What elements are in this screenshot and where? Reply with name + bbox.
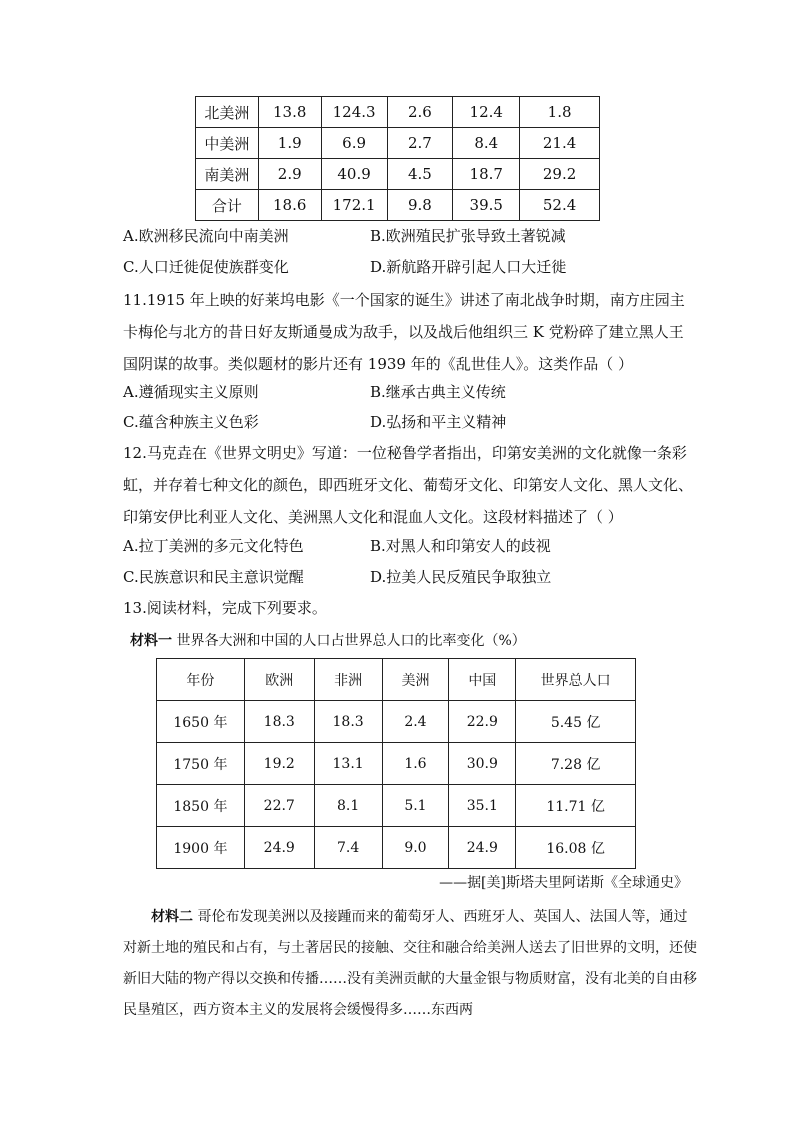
q12-question: 12.马克垚在《世界文明史》写道：一位秘鲁学者指出，印第安美洲的文化就像一条彩虹，并存着七种文化的颜色，即西班牙文化、葡萄牙文化、印第安人文化、黑人文化、印第安伊比利亚人文化、美洲黑人文化和混血人文化。这段材料描述了（ ） — [123, 444, 694, 526]
row-label-cell: 南美洲 — [196, 159, 259, 190]
q10-option-a[interactable]: A.欧洲移民流向中南美洲 — [123, 227, 289, 245]
q10-option-c[interactable]: C.人口迁徙促使族群变化 — [123, 258, 289, 276]
table-cell: 35.1 — [449, 785, 516, 827]
q12-option-c[interactable]: C.民族意识和民主意识觉醒 — [123, 568, 304, 586]
table-cell: 9.0 — [382, 827, 449, 869]
year-cell: 1750 年 — [157, 743, 245, 785]
row-label-cell: 合计 — [196, 190, 259, 221]
q11-option-a[interactable]: A.遵循现实主义原则 — [123, 383, 259, 401]
table-cell: 2.9 — [258, 159, 321, 190]
q11-option-d[interactable]: D.弘扬和平主义精神 — [370, 413, 507, 431]
table-cell: 52.4 — [520, 190, 600, 221]
table-row — [157, 827, 636, 869]
q10-option-b[interactable]: B.欧洲殖民扩张导致土著锐减 — [370, 227, 566, 245]
table-cell: 11.71 亿 — [516, 785, 636, 827]
table-cell: 18.6 — [258, 190, 321, 221]
table-cell: 19.2 — [244, 743, 314, 785]
table-cell: 9.8 — [387, 190, 453, 221]
column-header: 欧洲 — [244, 659, 314, 701]
year-cell: 1650 年 — [157, 701, 245, 743]
table-cell: 24.9 — [244, 827, 314, 869]
material2-paragraph — [123, 902, 698, 1026]
q13-question: 13.阅读材料，完成下列要求。 — [123, 599, 327, 617]
table-cell: 5.1 — [382, 785, 449, 827]
material2-label: 材料二 — [151, 909, 193, 925]
source-citation: ——据[美]斯塔夫里阿诺斯《全球通史》 — [439, 875, 688, 891]
table-cell: 40.9 — [321, 159, 387, 190]
q12-option-a[interactable]: A.拉丁美洲的多元文化特色 — [123, 537, 304, 555]
population-ratio-table — [156, 658, 636, 869]
material1-caption: 世界各大洲和中国的人口占世界总人口的比率变化（%） — [172, 633, 526, 649]
table-row — [157, 701, 636, 743]
table-cell: 29.2 — [520, 159, 600, 190]
year-cell: 1850 年 — [157, 785, 245, 827]
column-header: 世界总人口 — [516, 659, 636, 701]
table-row — [196, 159, 600, 190]
table-row — [157, 785, 636, 827]
table-cell: 7.4 — [314, 827, 382, 869]
table-cell: 18.3 — [244, 701, 314, 743]
table-cell: 1.6 — [382, 743, 449, 785]
table-cell: 8.1 — [314, 785, 382, 827]
table-cell: 39.5 — [453, 190, 520, 221]
table-cell: 13.8 — [258, 97, 321, 128]
population-table-top — [195, 96, 600, 221]
column-header: 中国 — [449, 659, 516, 701]
table-row — [196, 97, 600, 128]
table-cell: 16.08 亿 — [516, 827, 636, 869]
table-cell: 2.6 — [387, 97, 453, 128]
table-cell: 8.4 — [453, 128, 520, 159]
column-header: 年份 — [157, 659, 245, 701]
table-cell: 12.4 — [453, 97, 520, 128]
material1-title — [130, 630, 526, 650]
table-cell: 18.3 — [314, 701, 382, 743]
table-cell: 30.9 — [449, 743, 516, 785]
table-cell: 2.7 — [387, 128, 453, 159]
table-cell: 124.3 — [321, 97, 387, 128]
table-row — [196, 190, 600, 221]
table-cell: 1.8 — [520, 97, 600, 128]
table-cell: 172.1 — [321, 190, 387, 221]
q10-option-d[interactable]: D.新航路开辟引起人口大迁徙 — [370, 258, 567, 276]
column-header: 美洲 — [382, 659, 449, 701]
q12-option-b[interactable]: B.对黑人和印第安人的歧视 — [370, 537, 551, 555]
table-cell: 21.4 — [520, 128, 600, 159]
table-cell: 22.7 — [244, 785, 314, 827]
row-label-cell: 北美洲 — [196, 97, 259, 128]
row-label-cell: 中美洲 — [196, 128, 259, 159]
table-cell: 1.9 — [258, 128, 321, 159]
table-header-row — [157, 659, 636, 701]
q12-option-d[interactable]: D.拉美人民反殖民争取独立 — [370, 568, 552, 586]
q11-option-b[interactable]: B.继承古典主义传统 — [370, 383, 506, 401]
table-cell: 2.4 — [382, 701, 449, 743]
q11-question: 11.1915 年上映的好莱坞电影《一个国家的诞生》讲述了南北战争时期，南方庄园主卡梅伦与北方的昔日好友斯通曼成为敌手，以及战后他组织三 K 党粉碎了建立黑人王国阴谋的故事。类似题材的影片还有 1939 年的《乱世佳人》。这类作品（ ） — [123, 291, 685, 373]
year-cell: 1900 年 — [157, 827, 245, 869]
column-header: 非洲 — [314, 659, 382, 701]
table-cell: 13.1 — [314, 743, 382, 785]
table-cell: 18.7 — [453, 159, 520, 190]
table-cell: 22.9 — [449, 701, 516, 743]
table-row — [157, 743, 636, 785]
table-cell: 4.5 — [387, 159, 453, 190]
table-row — [196, 128, 600, 159]
table-cell: 24.9 — [449, 827, 516, 869]
table-cell: 5.45 亿 — [516, 701, 636, 743]
material2-text: 哥伦布发现美洲以及接踵而来的葡萄牙人、西班牙人、英国人、法国人等，通过对新土地的殖民和占有，与土著居民的接触、交往和融合给美洲人送去了旧世界的文明，还使新旧大陆的物产得以交换和传播……没有美洲贡献的大量金银与物质财富，没有北美的自由移民垦殖区，西方资本主义的发展将会缓慢得多……东西两 — [123, 909, 697, 1018]
material1-label: 材料一 — [130, 633, 172, 649]
table-cell: 6.9 — [321, 128, 387, 159]
table-cell: 7.28 亿 — [516, 743, 636, 785]
q11-option-c[interactable]: C.蕴含种族主义色彩 — [123, 413, 259, 431]
